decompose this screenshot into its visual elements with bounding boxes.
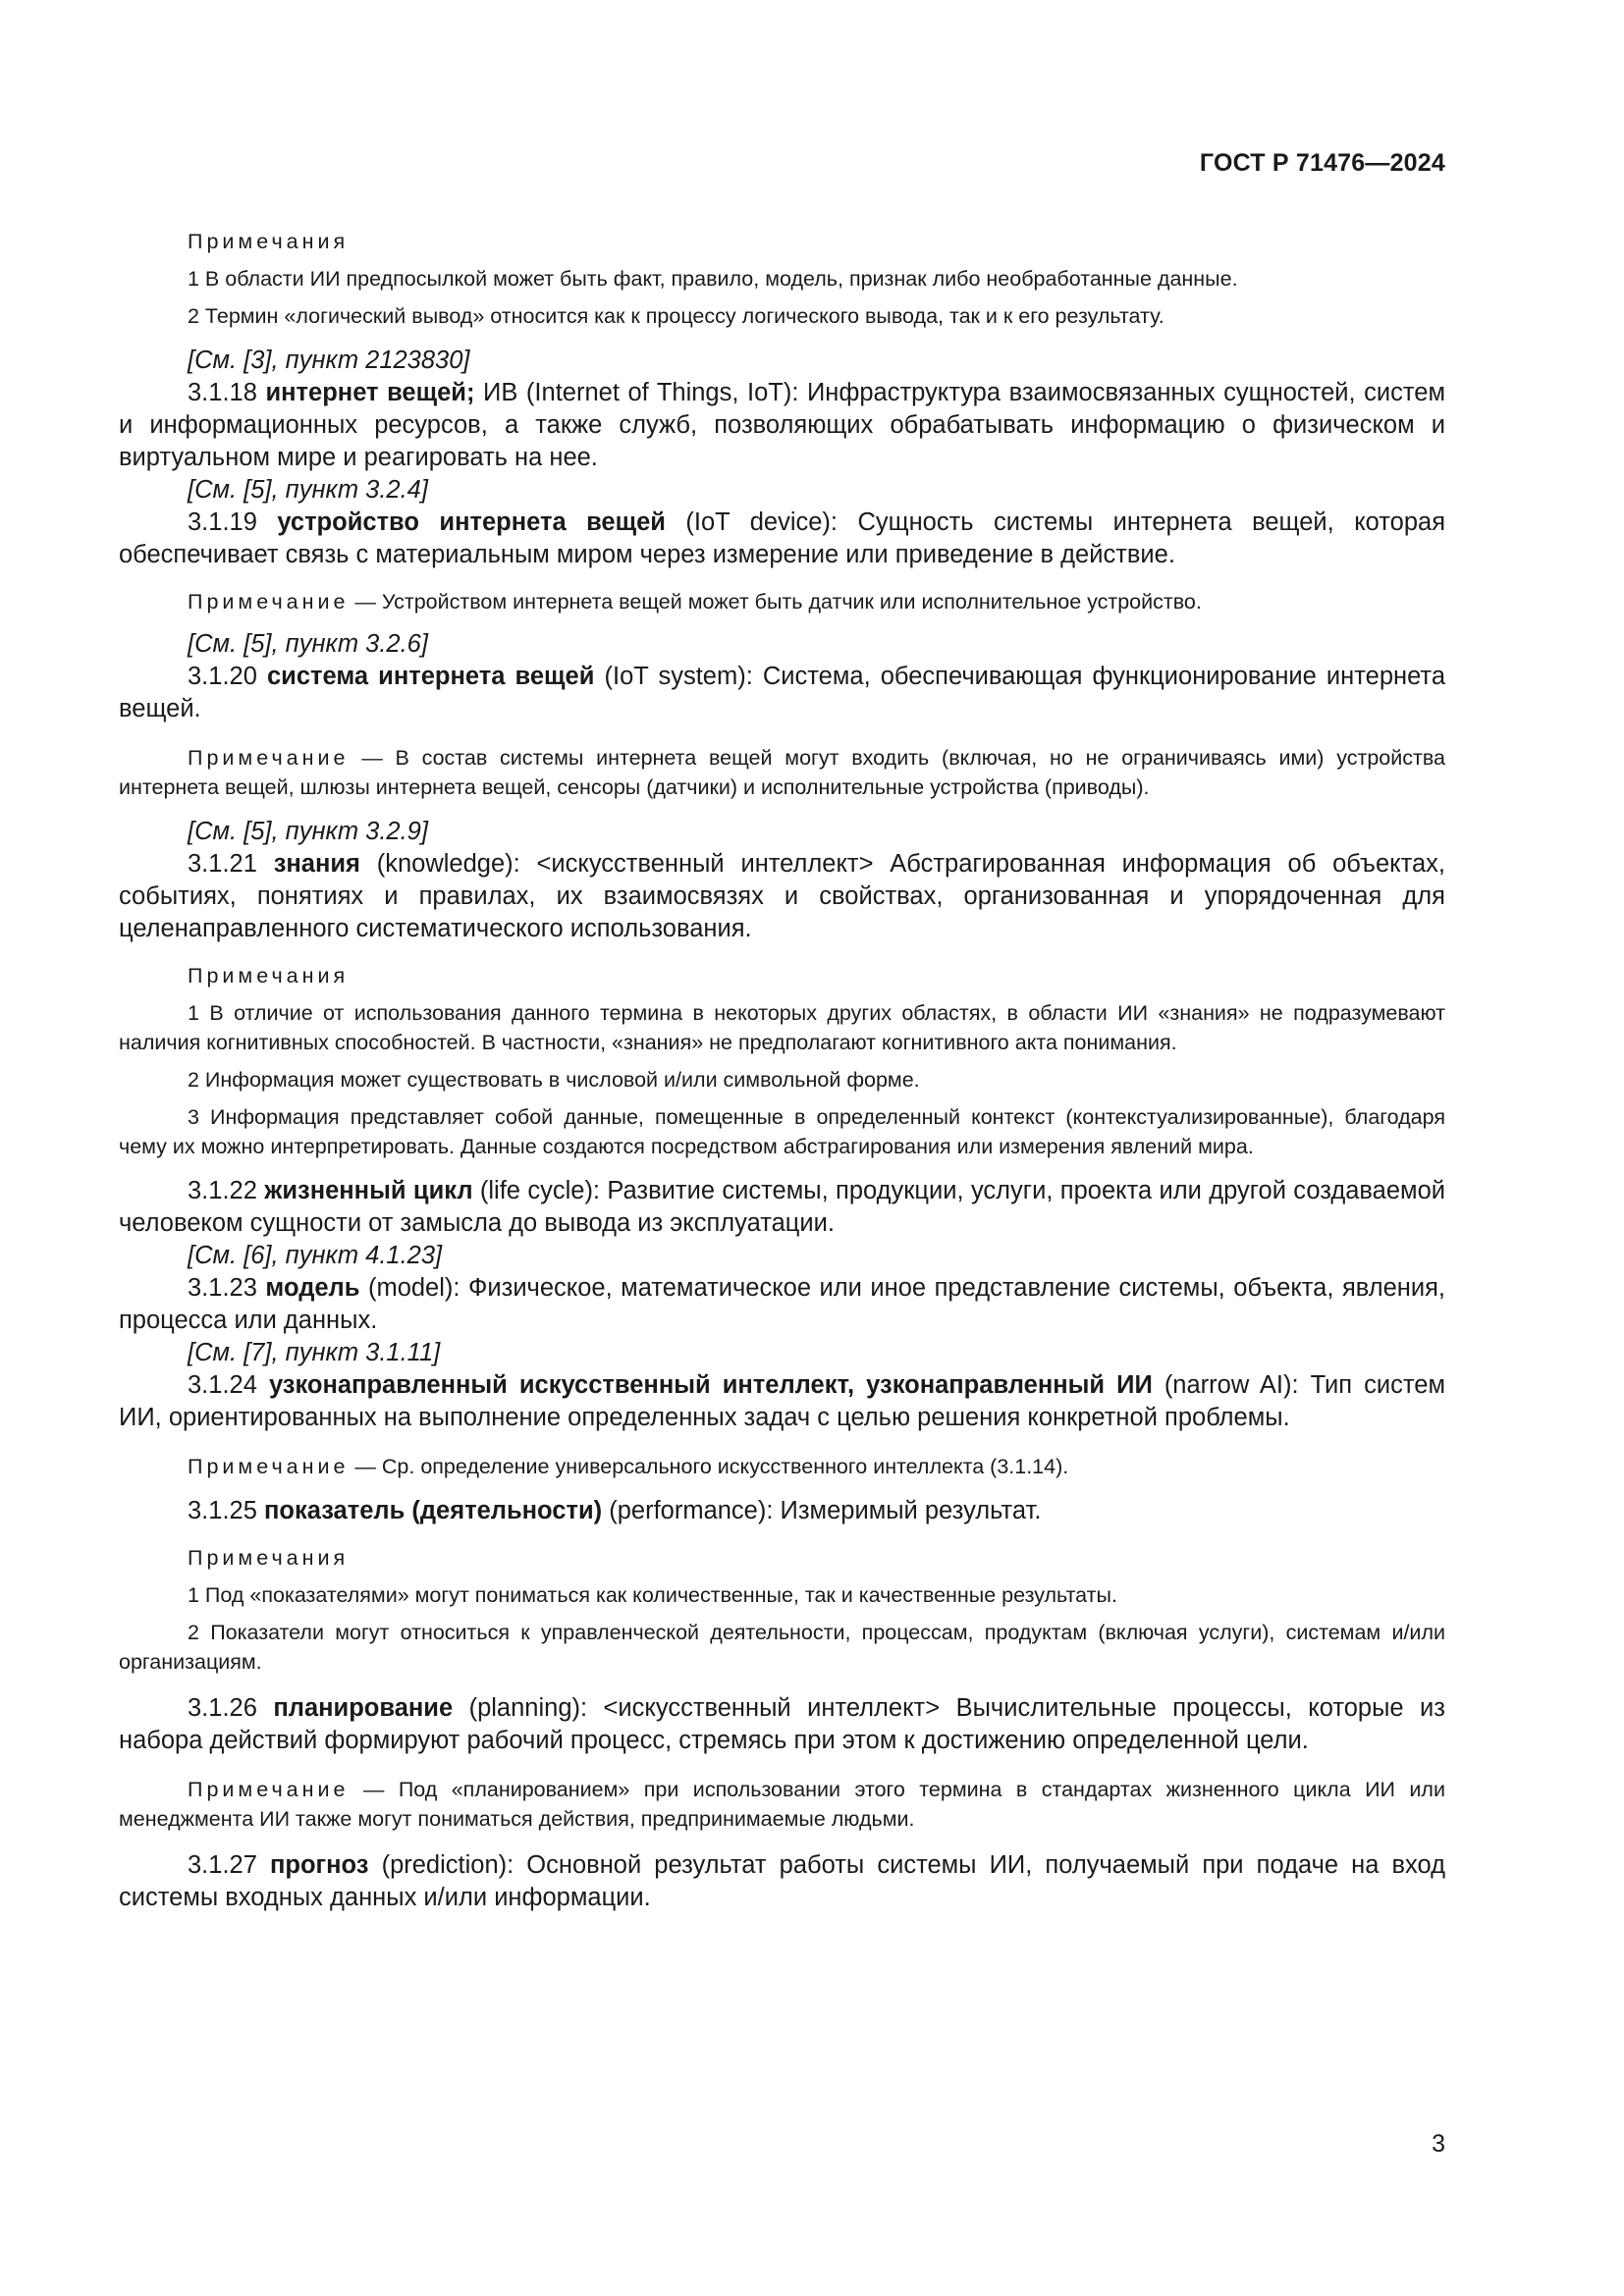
term-name: показатель (деятельности) <box>263 1497 603 1524</box>
citation: [См. [7], пункт 3.1.11] <box>188 1339 441 1366</box>
term-3-1-27 <box>119 1849 1445 1914</box>
term-3-1-23 <box>119 1272 1445 1337</box>
term-name: модель <box>265 1274 360 1302</box>
term-number: 3.1.19 <box>188 508 278 536</box>
term-3-1-20 <box>119 661 1445 725</box>
term-name: жизненный цикл <box>264 1177 473 1204</box>
note-label: Примечание <box>188 1455 350 1478</box>
note-label: Примечание <box>188 746 350 770</box>
notes-heading: Примечания <box>188 964 350 988</box>
page-content <box>119 227 1445 1914</box>
term-name: интернет вещей; <box>265 379 475 406</box>
note <box>119 587 1445 616</box>
term-3-1-25 <box>119 1495 1445 1527</box>
citation: [См. [5], пункт 3.2.4] <box>188 476 428 504</box>
term-number: 3.1.22 <box>188 1177 265 1204</box>
term-number: 3.1.27 <box>188 1851 270 1879</box>
term-name: знания <box>273 850 360 878</box>
note-text: — В состав системы интернета вещей могут входить (включая, но не ограничиваясь ими) устройства интернета вещей, шлюзы интернета вещей, сенсоры (датчики) и исполнительные устройства (приводы). <box>119 746 1445 799</box>
note-text: 2 Термин «логический вывод» относится как к процессу логического вывода, так и к его результату. <box>188 304 1164 328</box>
note-text: — Ср. определение универсального искусственного интеллекта (3.1.14). <box>349 1455 1069 1478</box>
term-definition: (performance): Измеримый результат. <box>602 1497 1042 1524</box>
term-3-1-18 <box>119 377 1445 474</box>
term-number: 3.1.23 <box>188 1274 266 1302</box>
term-3-1-19 <box>119 507 1445 571</box>
note-text: 1 Под «показателями» могут пониматься как количественные, так и качественные результаты. <box>188 1583 1117 1607</box>
citation: [См. [5], пункт 3.2.9] <box>188 818 428 845</box>
term-name: планирование <box>273 1694 454 1722</box>
term-definition: (narrow AI): Тип систем ИИ, ориентированных на выполнение определенных задач с целью решения конкретной проблемы. <box>119 1371 1445 1431</box>
term-name: система интернета вещей <box>267 663 595 690</box>
term-definition: (prediction): Основной результат работы системы ИИ, получаемый при подаче на вход системы входных данных и/или информации. <box>119 1851 1445 1911</box>
term-number: 3.1.18 <box>188 379 266 406</box>
term-number: 3.1.21 <box>188 850 274 878</box>
note-label: Примечание <box>188 1778 350 1801</box>
term-number: 3.1.20 <box>188 663 267 690</box>
term-name: устройство интернета вещей <box>277 508 666 536</box>
term-definition: (IoT device): Сущность системы интернета вещей, которая обеспечивает связь с материальным миром через измерение или приведение в действие. <box>119 508 1446 568</box>
note-text: 3 Информация представляет собой данные, помещенные в определенный контекст (контекстуализированные), благодаря чему их можно интерпретировать. Данные создаются посредством абстрагирования или измерения явлений мира. <box>119 1105 1445 1158</box>
note-text: 1 В отличие от использования данного термина в некоторых других областях, в области ИИ «знания» не подразумевают наличия когнитивных способностей. В частности, «знания» не предполагают когнитивного акта понимания. <box>119 1001 1445 1054</box>
note-text: 2 Информация может существовать в числовой и/или символьной форме. <box>188 1068 920 1092</box>
note-text: — Под «планированием» при использовании этого термина в стандартах жизненного цикла ИИ или менеджмента ИИ также могут пониматься действия, предпринимаемые людьми. <box>119 1778 1445 1831</box>
term-definition: (knowledge): <искусственный интеллект> Абстрагированная информация об объектах, событиях, понятиях и правилах, их взаимосвязях и свойствах, организованная и упорядоченная для целенаправленного систематического использования. <box>119 850 1446 942</box>
term-3-1-22 <box>119 1175 1445 1240</box>
citation: [См. [5], пункт 3.2.6] <box>188 630 428 658</box>
term-number: 3.1.24 <box>188 1371 269 1399</box>
note <box>119 1775 1445 1834</box>
note-label: Примечание <box>188 590 350 614</box>
term-definition: ИВ (Internet of Things, IoT): Инфраструктура взаимосвязанных сущностей, систем и информационных ресурсов, а также служб, позволяющих обрабатывать информацию о физическом и виртуальном мире и реагировать на нее. <box>119 379 1445 471</box>
term-3-1-26 <box>119 1692 1445 1757</box>
term-3-1-21 <box>119 848 1445 945</box>
term-definition: (IoT system): Система, обеспечивающая функционирование интернета вещей. <box>119 663 1445 722</box>
page-number: 3 <box>1432 2130 1445 2158</box>
note <box>119 743 1445 802</box>
note-text: — Устройством интернета вещей может быть датчик или исполнительное устройство. <box>349 590 1202 614</box>
term-3-1-24 <box>119 1369 1445 1434</box>
citation: [См. [6], пункт 4.1.23] <box>188 1242 443 1269</box>
note-text: 1 В области ИИ предпосылкой может быть факт, правило, модель, признак либо необработанные данные. <box>188 267 1238 291</box>
note <box>119 1452 1445 1481</box>
notes-heading: Примечания <box>188 1546 350 1570</box>
document-header: ГОСТ Р 71476—2024 <box>1199 149 1445 177</box>
note-text: 2 Показатели могут относиться к управленческой деятельности, процессам, продуктам (включая услуги), системам и/или организациям. <box>119 1621 1445 1674</box>
term-definition: (model): Физическое, математическое или иное представление системы, объекта, явления, процесса или данных. <box>119 1274 1445 1334</box>
term-definition: (planning): <искусственный интеллект> Вычислительные процессы, которые из набора действий формируют рабочий процесс, стремясь при этом к достижению определенной цели. <box>119 1694 1445 1754</box>
term-name: прогноз <box>269 1851 369 1879</box>
term-number: 3.1.26 <box>188 1694 274 1722</box>
term-name: узконаправленный искусственный интеллект, узконаправленный ИИ <box>268 1371 1153 1399</box>
notes-heading: Примечания <box>188 230 350 253</box>
term-number: 3.1.25 <box>188 1497 264 1524</box>
citation: [См. [3], пункт 2123830] <box>188 347 470 374</box>
term-definition: (life cycle): Развитие системы, продукции, услуги, проекта или другой создаваемой человеком сущности от замысла до вывода из эксплуатации. <box>119 1177 1446 1237</box>
